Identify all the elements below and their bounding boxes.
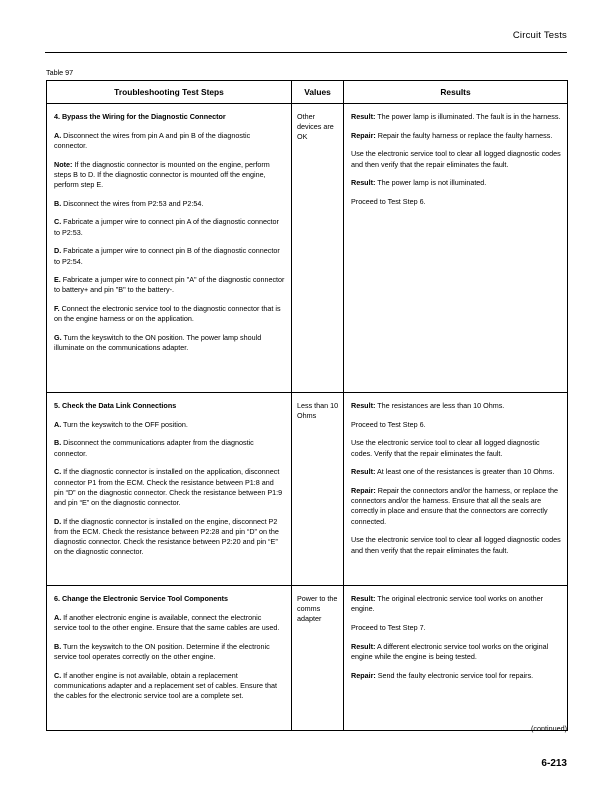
test-step-paragraph: Note: If the diagnostic connector is mounted on the engine, perform steps B to D. If the diagnostic connector is mounted off the engine, perform step E. xyxy=(54,159,270,190)
paragraph-lead: G. xyxy=(54,333,62,343)
paragraph-lead: Result: xyxy=(351,641,376,651)
values-content xyxy=(292,104,343,392)
test-step-cell xyxy=(47,104,292,393)
results-cell xyxy=(344,586,568,731)
results-content xyxy=(344,393,567,585)
paragraph-lead: C. xyxy=(54,217,62,227)
header-divider xyxy=(45,52,567,53)
test-step-paragraph: C. Fabricate a jumper wire to connect pin A of the diagnostic connector to P2:53. xyxy=(54,217,279,237)
result-paragraph: Repair: Repair the faulty harness or replace the faulty harness. xyxy=(351,130,553,140)
result-paragraph: Proceed to Test Step 6. xyxy=(351,419,426,429)
values-content xyxy=(292,393,343,585)
test-step-paragraph: D. If the diagnostic connector is installed on the engine, disconnect P2 from the ECM. Check the resistance between P2:28 and pin “D” on the diagnostic connector. Check the resistance between P2:20 and pin “E” on the diagnostic connector. xyxy=(54,516,279,557)
test-step-content xyxy=(47,586,291,730)
test-step-title: 6. Change the Electronic Service Tool Components xyxy=(54,594,228,603)
test-step-paragraph: B. Disconnect the communications adapter from the diagnostic connector. xyxy=(54,438,254,458)
paragraph-lead: E. xyxy=(54,275,61,285)
value-text: Less than 10 Ohms xyxy=(297,401,339,421)
table-caption: Table 97 xyxy=(46,68,74,77)
value-text: Power to the comms adapter xyxy=(297,594,338,624)
table-row xyxy=(47,586,568,731)
paragraph-lead: Result: xyxy=(351,467,376,477)
paragraph-lead: A. xyxy=(54,130,62,140)
paragraph-lead: Result: xyxy=(351,178,376,188)
test-step-paragraph: B. Turn the keyswitch to the ON position. Determine if the electronic service tool operates correctly on the other engine. xyxy=(54,641,270,661)
paragraph-lead: A. xyxy=(54,612,62,622)
column-header-results: Results xyxy=(344,81,568,104)
result-paragraph: Repair: Repair the connectors and/or the harness, or replace the connectors and/or the harness. Ensure that all the seals are correctly in place and ensure that the connectors are correctly connected. xyxy=(351,486,558,526)
paragraph-lead: B. xyxy=(54,438,62,448)
table-row xyxy=(47,104,568,393)
result-paragraph: Result: The power lamp is illuminated. The fault is in the harness. xyxy=(351,112,561,121)
test-step-paragraph: E. Fabricate a jumper wire to connect pin "A" of the diagnostic connector to battery+ and pin "B" to the battery-. xyxy=(54,275,285,295)
paragraph-lead: A. xyxy=(54,419,62,429)
paragraph-lead: Result: xyxy=(351,401,376,410)
paragraph-lead: D. xyxy=(54,516,62,526)
test-step-paragraph: D. Fabricate a jumper wire to connect pin B of the diagnostic connector to P2:54. xyxy=(54,246,280,266)
result-paragraph: Result: The power lamp is not illuminated. xyxy=(351,178,487,188)
paragraph-lead: Repair: xyxy=(351,130,376,140)
values-cell xyxy=(292,104,344,393)
paragraph-lead: Repair: xyxy=(351,486,376,496)
result-paragraph: Result: The original electronic service tool works on another engine. xyxy=(351,594,544,614)
test-step-paragraph: B. Disconnect the wires from P2:53 and P2:54. xyxy=(54,198,204,208)
troubleshooting-table xyxy=(46,80,568,731)
paragraph-lead: B. xyxy=(54,641,62,651)
results-content xyxy=(344,586,567,730)
paragraph-lead: B. xyxy=(54,198,62,208)
values-content xyxy=(292,586,343,730)
result-paragraph: Use the electronic service tool to clear all logged diagnostic codes. Verify that the repair eliminates the fault. xyxy=(351,438,540,458)
result-paragraph: Result: A different electronic service tool works on the original engine while the engine is being tested. xyxy=(351,641,549,661)
test-step-cell xyxy=(47,393,292,586)
test-step-title: 5. Check the Data Link Connections xyxy=(54,401,177,410)
values-cell xyxy=(292,586,344,731)
table-row xyxy=(47,393,568,586)
paragraph-lead: Result: xyxy=(351,112,376,121)
paragraph-lead: C. xyxy=(54,670,62,680)
result-paragraph: Proceed to Test Step 7. xyxy=(351,622,426,632)
test-step-content xyxy=(47,393,291,585)
header-title: Circuit Tests xyxy=(512,30,567,41)
value-text: Other devices are OK xyxy=(297,112,334,142)
test-step-content xyxy=(47,104,291,392)
test-step-paragraph: C. If the diagnostic connector is installed on the application, disconnect connector P1 from the ECM. Check the resistance between P1:8 and pin “D” on the diagnostic connector. Check the resistance between P1:9 and pin “E” on the diagnostic connector. xyxy=(54,467,283,507)
test-step-paragraph: F. Connect the electronic service tool to the diagnostic connector that is on the engine harness or on the application. xyxy=(54,304,281,324)
result-paragraph: Proceed to Test Step 6. xyxy=(351,197,426,207)
paragraph-lead: Result: xyxy=(351,594,376,603)
paragraph-lead: C. xyxy=(54,467,62,477)
page-header xyxy=(45,30,567,60)
test-step-paragraph: A. Disconnect the wires from pin A and pin B of the diagnostic connector. xyxy=(54,130,251,150)
results-cell xyxy=(344,104,568,393)
table-header-row xyxy=(47,81,568,104)
results-cell xyxy=(344,393,568,586)
column-header-values: Values xyxy=(292,81,344,104)
paragraph-lead: F. xyxy=(54,304,60,314)
result-paragraph: Result: At least one of the resistances is greater than 10 Ohms. xyxy=(351,467,555,477)
result-paragraph: Result: The resistances are less than 10 Ohms. xyxy=(351,401,505,410)
test-step-cell xyxy=(47,586,292,731)
test-step-title: 4. Bypass the Wiring for the Diagnostic Connector xyxy=(54,112,226,121)
test-step-paragraph: A. If another electronic engine is available, connect the electronic service tool to the other engine. Ensure that the same cables are used. xyxy=(54,612,280,632)
continued-note: (continued) xyxy=(531,724,567,733)
results-content xyxy=(344,104,567,392)
column-header-steps: Troubleshooting Test Steps xyxy=(47,81,292,104)
result-paragraph: Use the electronic service tool to clear all logged diagnostic codes and then verify that the repair eliminates the fault. xyxy=(351,535,561,555)
paragraph-lead: Repair: xyxy=(351,670,376,680)
result-paragraph: Repair: Send the faulty electronic service tool for repairs. xyxy=(351,670,534,680)
values-cell xyxy=(292,393,344,586)
paragraph-lead: D. xyxy=(54,246,62,256)
test-step-paragraph: C. If another engine is not available, obtain a replacement communications adapter and a replacement set of cables. Ensure that the cables for the electronic service tool are a complete set. xyxy=(54,670,277,700)
paragraph-lead: Note: xyxy=(54,159,73,169)
test-step-paragraph: A. Turn the keyswitch to the OFF position. xyxy=(54,419,188,429)
page-number: 6-213 xyxy=(541,758,567,769)
test-step-paragraph: G. Turn the keyswitch to the ON position. The power lamp should illuminate on the communications adapter. xyxy=(54,333,262,353)
result-paragraph: Use the electronic service tool to clear all logged diagnostic codes and then verify that the repair eliminates the fault. xyxy=(351,149,561,169)
